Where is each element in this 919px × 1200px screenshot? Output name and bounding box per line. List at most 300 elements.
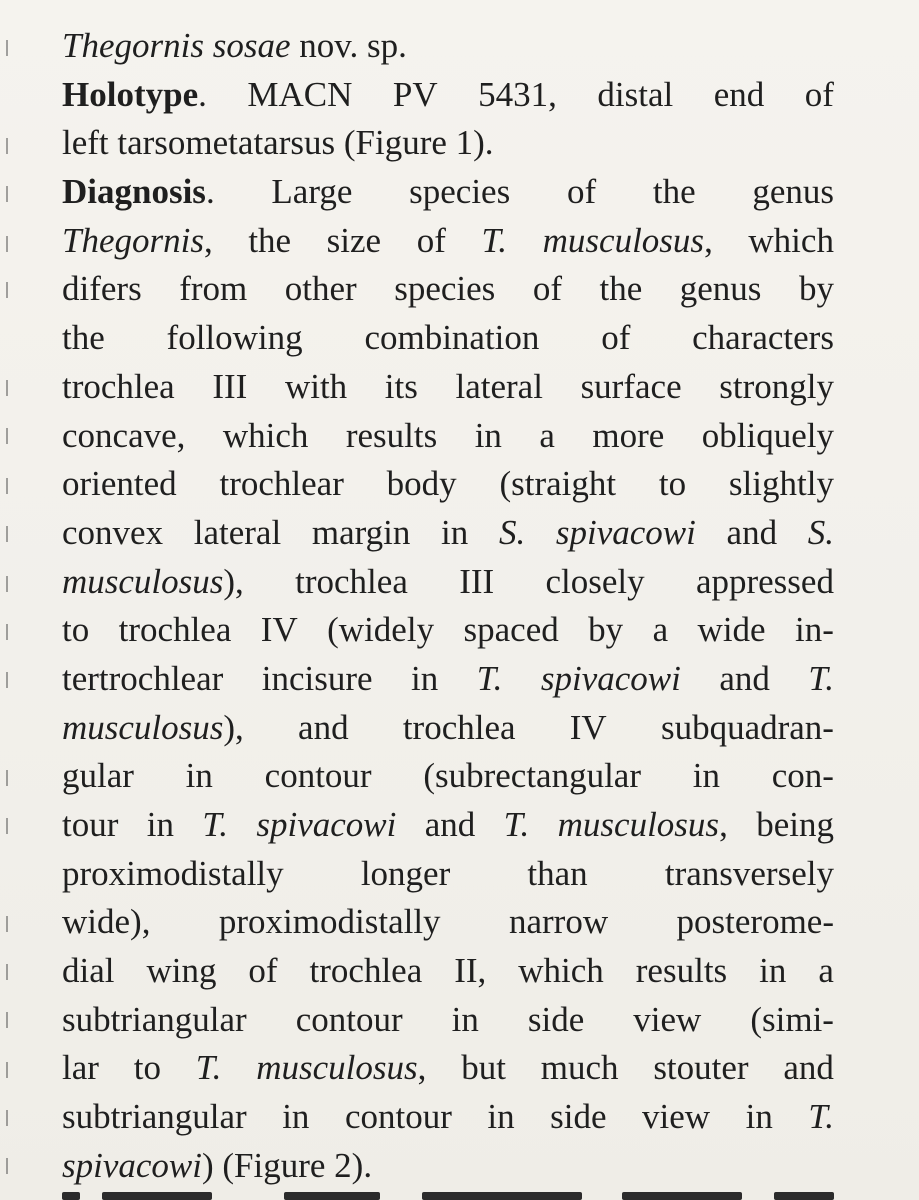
text-run: other [284, 269, 357, 309]
word [62, 898, 150, 947]
text-run: body [386, 464, 457, 504]
text-run: narrow [508, 902, 609, 942]
margin-fragment [0, 282, 8, 298]
word [772, 752, 834, 801]
text-run: in [451, 999, 479, 1039]
italic-term: spivacowi [256, 805, 397, 844]
word [248, 947, 277, 996]
margin-fragment [0, 138, 8, 154]
word [262, 655, 373, 704]
text-run: spaced [463, 610, 559, 650]
text-run: IV [260, 610, 298, 650]
word [729, 460, 834, 509]
text-run: trochlea [62, 366, 175, 406]
margin-fragment [0, 40, 8, 56]
text-run: III [212, 366, 248, 406]
word [464, 606, 559, 655]
diagnosis-line [62, 1044, 834, 1093]
word [808, 509, 834, 558]
text-run: ), [223, 707, 244, 747]
word [752, 168, 834, 217]
word [795, 606, 834, 655]
text-run: (widely [327, 610, 435, 650]
diagnosis-line [62, 363, 834, 412]
word [282, 1093, 309, 1142]
margin-fragment [0, 770, 8, 786]
word [719, 655, 770, 704]
diagnosis-line [62, 168, 834, 217]
word [345, 1093, 452, 1142]
text-run: size [326, 220, 382, 260]
text-run: and [424, 805, 476, 844]
text-run: from [179, 269, 248, 309]
text-run: which [518, 951, 604, 991]
text-run: wide), [62, 902, 151, 942]
word [509, 898, 608, 947]
diagnosis-line [62, 752, 834, 801]
italic-term: musculosus [62, 561, 224, 601]
margin-fragment [0, 1158, 8, 1174]
word: MACN [247, 74, 353, 114]
word [539, 412, 555, 461]
word [62, 558, 244, 607]
holotype-text [198, 71, 834, 120]
next-line-partial [62, 1188, 834, 1200]
word [62, 704, 244, 753]
word [541, 1044, 619, 1093]
word [62, 606, 89, 655]
margin-fragment [0, 964, 8, 980]
text-run: transversely [664, 853, 834, 893]
word [499, 460, 616, 509]
word [62, 460, 177, 509]
italic-term: T. [195, 1048, 222, 1088]
word [750, 996, 834, 1045]
text-run: being [756, 805, 834, 844]
word [680, 265, 762, 314]
text-run: a [539, 415, 555, 455]
text-run: . [205, 172, 215, 212]
word [581, 363, 682, 412]
word [186, 752, 213, 801]
text-run: species [394, 269, 496, 309]
italic-term: S. [498, 512, 526, 552]
text-run: genus [752, 172, 834, 212]
text-run: subtriangular [62, 1097, 247, 1137]
word [475, 412, 502, 461]
text-run: to [133, 1048, 161, 1088]
word [62, 801, 118, 850]
word [179, 265, 247, 314]
word [661, 704, 834, 753]
text-run: lateral [455, 366, 543, 406]
text-run: proximodistally [62, 853, 284, 893]
word [719, 363, 834, 412]
word [394, 265, 495, 314]
word: 5431, [478, 74, 557, 114]
text-run: oriented [62, 464, 177, 504]
text-run: , [417, 1048, 427, 1088]
word [441, 509, 468, 558]
text-run: to [658, 464, 687, 504]
word [550, 1093, 606, 1142]
word [783, 1044, 834, 1093]
word [570, 704, 607, 753]
diagnosis-line [62, 314, 834, 363]
text-run: in [474, 415, 502, 455]
word [653, 1044, 748, 1093]
word [219, 460, 343, 509]
text-run: but [461, 1048, 506, 1088]
text-run: (simi- [750, 999, 834, 1039]
diagnosis-line [62, 412, 834, 461]
margin-fragment [0, 478, 8, 494]
diagnosis-line [62, 996, 834, 1045]
word: . [198, 74, 207, 114]
word [285, 265, 357, 314]
text-run: IV [569, 707, 607, 747]
text-run: obliquely [701, 415, 834, 455]
text-run: closely [545, 561, 645, 601]
diagnosis-line [62, 801, 834, 850]
text-run: stouter [653, 1048, 749, 1088]
word [653, 168, 696, 217]
text-run: a [818, 951, 834, 991]
word [62, 996, 247, 1045]
text-run: wide [697, 610, 766, 650]
text-run: wing [146, 951, 217, 991]
text-run: its [384, 366, 418, 406]
text-run: in [282, 1097, 310, 1137]
word [295, 558, 408, 607]
word: end [713, 74, 765, 114]
text-run: and [726, 512, 778, 552]
text-run: difers [62, 269, 142, 309]
word [696, 558, 834, 607]
word [62, 217, 213, 266]
margin-fragment [0, 576, 8, 592]
word [808, 1093, 834, 1142]
word: of [804, 74, 834, 114]
text-run: and [719, 658, 770, 698]
margin-fragment [0, 380, 8, 396]
word [636, 947, 727, 996]
text-run: much [540, 1048, 619, 1088]
margin-fragment [0, 1012, 8, 1028]
text-run: in [745, 1097, 773, 1137]
word [119, 606, 232, 655]
word [588, 606, 623, 655]
word [134, 1044, 161, 1093]
text-run: contour [295, 999, 403, 1039]
text-run: trochlea [118, 610, 232, 650]
diagnosis-line [62, 606, 834, 655]
word [409, 168, 510, 217]
word: PV [392, 74, 438, 114]
margin-fragment [0, 916, 8, 932]
text-run: convex [62, 512, 164, 552]
word [196, 1044, 222, 1093]
word [62, 655, 223, 704]
word [385, 363, 418, 412]
word [346, 412, 437, 461]
diagnosis-line [62, 898, 834, 947]
text-run: by [588, 610, 624, 650]
word [312, 509, 411, 558]
word [799, 265, 834, 314]
word [425, 801, 476, 850]
diagnosis-line [62, 1093, 834, 1142]
text-run: of [532, 269, 562, 309]
italic-term: S. [807, 512, 834, 552]
italic-term: T. [476, 658, 503, 698]
text-run: the [248, 220, 292, 260]
text-run: in [759, 951, 787, 991]
word [261, 606, 298, 655]
text-run: in- [795, 610, 834, 650]
word [248, 217, 291, 266]
word [411, 655, 438, 704]
word [558, 801, 728, 850]
word [146, 947, 216, 996]
margin-fragment [0, 624, 8, 640]
word [533, 265, 562, 314]
text-run: contour [264, 756, 372, 796]
word [528, 996, 584, 1045]
italic-term: musculosus [256, 1048, 418, 1088]
word [265, 752, 372, 801]
text-run: tertrochlear [62, 658, 224, 698]
word [599, 265, 642, 314]
text-run: trochlea [309, 951, 423, 991]
text-run: slightly [728, 464, 834, 504]
diagnosis-paragraph [62, 168, 834, 1190]
word [310, 947, 423, 996]
word [499, 509, 525, 558]
diagnosis-line [62, 1142, 834, 1191]
italic-term: T. [202, 805, 228, 844]
margin-fragment [0, 1110, 8, 1126]
word [477, 655, 503, 704]
text-run: side [550, 1097, 607, 1137]
text-run: concave, [62, 415, 186, 455]
diagnosis-line [62, 704, 834, 753]
margin-fragment [0, 428, 8, 444]
word [487, 1093, 514, 1142]
text-run: (subrectangular [423, 756, 642, 796]
holotype-label: Holotype [62, 74, 199, 114]
text-run: results [635, 951, 728, 991]
margin-fragment [0, 186, 8, 202]
holotype-line-1-content [62, 71, 834, 120]
word [417, 217, 446, 266]
word [285, 363, 347, 412]
word [147, 801, 174, 850]
word [481, 217, 507, 266]
species-suffix: nov. sp. [299, 26, 407, 65]
species-name: Thegornis sosae [62, 26, 291, 65]
word [327, 606, 434, 655]
text-run: surface [580, 366, 682, 406]
word [527, 850, 587, 899]
text-run: incisure [261, 658, 373, 698]
word [756, 801, 834, 850]
word [818, 947, 834, 996]
text-run: in [185, 756, 213, 796]
text-run: Large [271, 172, 353, 212]
text-run: , [719, 805, 728, 844]
text-run: dial [62, 951, 115, 991]
word [452, 996, 479, 1045]
margin-fragment [0, 236, 8, 252]
text-run: con- [771, 756, 834, 796]
word [556, 509, 696, 558]
italic-term: T. [503, 805, 530, 844]
word [62, 363, 175, 412]
diagnosis-line [62, 655, 834, 704]
word [256, 1044, 426, 1093]
text-run: (straight [499, 464, 617, 504]
italic-term: musculosus [62, 707, 224, 747]
word [298, 704, 349, 753]
text-run: subquadran- [660, 707, 834, 747]
word [212, 363, 247, 412]
species-description [62, 22, 834, 1191]
text-run: trochlea [402, 707, 516, 747]
word [62, 314, 105, 363]
word [808, 655, 834, 704]
margin-fragment [0, 1062, 8, 1078]
text-run: the [652, 172, 696, 212]
text-run: of [566, 172, 597, 212]
italic-term: Thegornis [62, 220, 204, 260]
left-margin-column-fragments [0, 0, 18, 1200]
italic-term: T. [808, 658, 834, 698]
word [692, 314, 834, 363]
italic-term: spivacowi [540, 658, 681, 698]
word [62, 509, 163, 558]
word [659, 460, 686, 509]
diagnosis-label: Diagnosis [62, 172, 206, 212]
word [62, 850, 284, 899]
italic-term: T. [808, 1097, 834, 1137]
word [62, 412, 185, 461]
word [541, 655, 681, 704]
word [748, 217, 834, 266]
word [592, 412, 664, 461]
text-run: and [298, 707, 349, 747]
holotype-line-1 [62, 71, 834, 120]
italic-term: spivacowi [62, 1145, 202, 1185]
text-run: of [416, 220, 446, 260]
word: distal [597, 74, 674, 114]
word [702, 412, 834, 461]
diagnosis-line [62, 217, 834, 266]
text-run: trochlear [219, 464, 344, 504]
text-run: and [783, 1048, 834, 1088]
word [677, 898, 834, 947]
text-run: appressed [695, 561, 834, 601]
text-run: subtriangular [62, 999, 247, 1039]
text-run: II, [454, 951, 487, 991]
word [545, 558, 644, 607]
text-run: than [527, 853, 588, 893]
text-run: with [284, 366, 348, 406]
word [296, 996, 403, 1045]
word [633, 996, 701, 1045]
word [504, 801, 530, 850]
text-run: contour [344, 1097, 452, 1137]
word [403, 704, 516, 753]
diagnosis-line [62, 509, 834, 558]
word [327, 217, 381, 266]
text-run: in [692, 756, 720, 796]
word [543, 217, 713, 266]
word [62, 168, 215, 217]
text-run: lateral [193, 512, 282, 552]
word [459, 558, 494, 607]
species-heading [62, 22, 834, 71]
holotype-line-2: left tarsometatarsus (Figure 1). [62, 123, 494, 163]
text-run: , [704, 220, 713, 260]
text-run: in [441, 512, 469, 552]
text-run: posterome- [676, 902, 834, 942]
word [653, 606, 669, 655]
text-run: a [652, 610, 669, 650]
word [364, 314, 539, 363]
text-run: following [166, 318, 303, 358]
word [387, 460, 457, 509]
text-run: view [633, 999, 702, 1039]
word [167, 314, 303, 363]
word [62, 1044, 99, 1093]
word [461, 1044, 506, 1093]
text-run: in [487, 1097, 515, 1137]
word [361, 850, 450, 899]
text-run: , [203, 220, 213, 260]
word [223, 412, 309, 461]
text-run: species [409, 172, 511, 212]
word [202, 801, 228, 850]
word [698, 606, 766, 655]
text-run: the [62, 318, 105, 358]
word [642, 1093, 710, 1142]
text-run: results [345, 415, 438, 455]
text-run: tour [62, 805, 119, 844]
word [518, 947, 604, 996]
text-run: longer [360, 853, 451, 893]
text-run: more [592, 415, 665, 455]
text-run: gular [62, 756, 134, 796]
diagnosis-line [62, 558, 834, 607]
margin-fragment [0, 526, 8, 542]
text-run: view [642, 1097, 711, 1137]
diagnosis-line [62, 265, 834, 314]
text-run: in [146, 805, 174, 844]
diagnosis-line [62, 850, 834, 899]
text-run: the [599, 269, 643, 309]
word [665, 850, 834, 899]
word [194, 509, 281, 558]
word [601, 314, 630, 363]
word [456, 363, 543, 412]
text-run: ), [223, 561, 244, 601]
italic-term: spivacowi [555, 512, 696, 552]
text-run: characters [692, 318, 834, 358]
text-run: of [601, 318, 631, 358]
word [454, 947, 486, 996]
text-run: trochlea [295, 561, 408, 601]
